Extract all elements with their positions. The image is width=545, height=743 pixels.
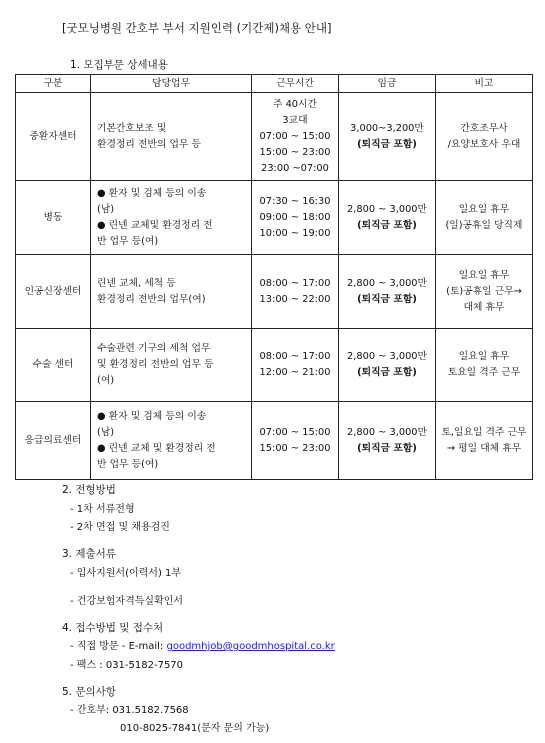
dept-cell: 병동 xyxy=(16,181,91,255)
header-wage: 임금 xyxy=(339,75,436,93)
duties-cell: 기본간호보조 및 환경정리 전반의 업무 등 xyxy=(91,93,252,181)
table-row xyxy=(16,93,533,181)
table-row xyxy=(16,329,533,402)
list-item: - 2차 면접 및 채용검진 xyxy=(70,522,170,533)
section-2-heading: 2. 전형방법 xyxy=(62,484,116,496)
list-item: - 1차 서류전형 xyxy=(70,504,135,515)
dept-cell: 응급의료센터 xyxy=(16,402,91,480)
note-cell: 간호조무사 /요양보호사 우대 xyxy=(436,93,533,181)
note-cell: 일요일 휴무 (토)공휴일 근무→ 대체 휴무 xyxy=(436,255,533,329)
duties-cell: 수술관련 기구의 세척 업무 및 환경정리 전반의 업무 등 (여) xyxy=(91,329,252,402)
wage-cell: 2,800 ~ 3,000만 (퇴직금 포함) xyxy=(339,255,436,329)
wage-cell: 2,800 ~ 3,000만 (퇴직금 포함) xyxy=(339,181,436,255)
document-title: [굿모닝병원 간호부 부서 지원인력 (기간제)채용 안내] xyxy=(62,21,332,35)
section-3-heading: 3. 제출서류 xyxy=(62,548,116,560)
header-note: 비고 xyxy=(436,75,533,93)
dept-cell: 중환자센터 xyxy=(16,93,91,181)
recruitment-table xyxy=(15,74,533,480)
wage-cell: 2,800 ~ 3,000만 (퇴직금 포함) xyxy=(339,329,436,402)
duties-cell: 린넨 교체, 세척 등 환경정리 전반의 업무(여) xyxy=(91,255,252,329)
table-row xyxy=(16,402,533,480)
note-cell: 일요일 휴무 (일)공휴일 당직제 xyxy=(436,181,533,255)
wage-cell: 3,000~3,200만 (퇴직금 포함) xyxy=(339,93,436,181)
list-item: - 건강보험자격득실확인서 xyxy=(70,596,184,607)
contact-visit-email xyxy=(70,637,335,652)
wage-cell: 2,800 ~ 3,000만 (퇴직금 포함) xyxy=(339,402,436,480)
note-cell: 일요일 휴무 토요일 격주 근무 xyxy=(436,329,533,402)
section-4-heading: 4. 접수방법 및 접수처 xyxy=(62,622,164,634)
hours-cell: 08:00 ~ 17:00 13:00 ~ 22:00 xyxy=(252,255,339,329)
hours-cell: 07:00 ~ 15:00 15:00 ~ 23:00 xyxy=(252,402,339,480)
list-item: - 입사지원서(이력서) 1부 xyxy=(70,568,182,579)
section-5-heading: 5. 문의사항 xyxy=(62,686,116,698)
nurse-phone: - 간호부: 031.5182.7568 xyxy=(70,705,189,716)
duties-cell: ● 환자 및 검체 등의 이송 (남) ● 린넨 교체 및 환경정리 전 반 업무 등(여) xyxy=(91,402,252,480)
visit-label: - 직접 방문 - E-mail: xyxy=(70,641,167,652)
email-link[interactable]: goodmhjob@goodmhospital.co.kr xyxy=(166,641,335,652)
header-hours: 근무시간 xyxy=(252,75,339,93)
header-dept: 구분 xyxy=(16,75,91,93)
table-header-row xyxy=(16,75,533,93)
section-1-heading: 1. 모집부문 상세내용 xyxy=(70,59,168,71)
note-cell: 토,일요일 격주 근무 → 평일 대체 휴무 xyxy=(436,402,533,480)
fax-number: - 팩스 : 031-5182-7570 xyxy=(70,660,184,671)
duties-cell: ● 환자 및 검체 등의 이송 (남) ● 린넨 교체및 환경정리 전 반 업무 등(여) xyxy=(91,181,252,255)
table-row xyxy=(16,181,533,255)
mobile-phone: 010-8025-7841(문자 문의 가능) xyxy=(120,723,270,734)
hours-cell: 주 40시간 3교대 07:00 ~ 15:00 15:00 ~ 23:00 23:00 ~07:00 xyxy=(252,93,339,181)
hours-cell: 07:30 ~ 16:30 09:00 ~ 18:00 10:00 ~ 19:00 xyxy=(252,181,339,255)
dept-cell: 인공신장센터 xyxy=(16,255,91,329)
table-row xyxy=(16,255,533,329)
hours-cell: 08:00 ~ 17:00 12:00 ~ 21:00 xyxy=(252,329,339,402)
header-duties: 담당업무 xyxy=(91,75,252,93)
dept-cell: 수술 센터 xyxy=(16,329,91,402)
